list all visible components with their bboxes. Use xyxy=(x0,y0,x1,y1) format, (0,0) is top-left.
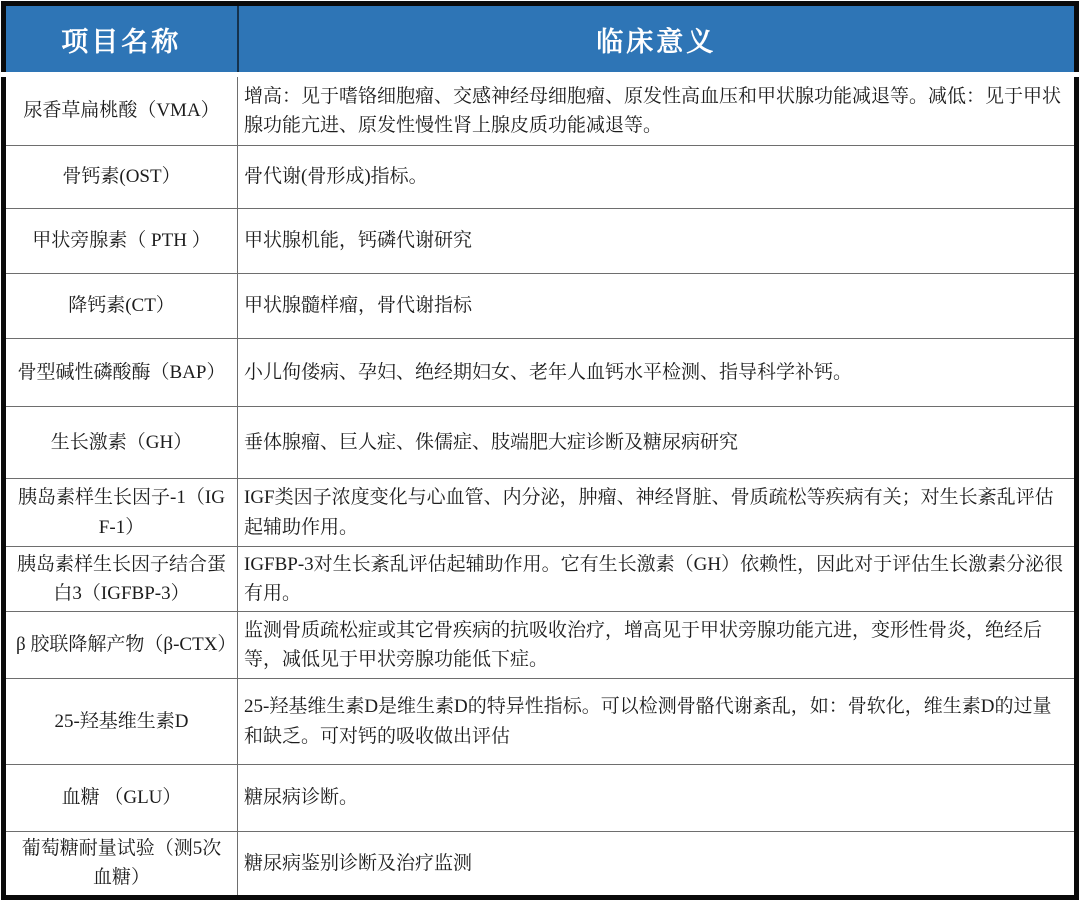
table-row xyxy=(4,339,1077,407)
table-row xyxy=(4,612,1077,679)
clinical-significance-cell: 糖尿病诊断。 xyxy=(238,765,1077,832)
column-header-test-name: 项目名称 xyxy=(4,4,238,75)
table-row xyxy=(4,679,1077,765)
table-header xyxy=(4,4,1077,75)
table-row xyxy=(4,407,1077,479)
test-name-cell: 胰岛素样生长因子-1（IGF-1） xyxy=(4,479,238,547)
test-name-cell: 甲状旁腺素（ PTH ） xyxy=(4,209,238,274)
clinical-significance-cell: 垂体腺瘤、巨人症、侏儒症、肢端肥大症诊断及糖尿病研究 xyxy=(238,407,1077,479)
column-header-clinical-significance: 临床意义 xyxy=(238,4,1077,75)
clinical-significance-cell: 甲状腺髓样瘤，骨代谢指标 xyxy=(238,274,1077,339)
test-name-cell: 尿香草扁桃酸（VMA） xyxy=(4,75,238,146)
table-row xyxy=(4,765,1077,832)
test-name-cell: 生长激素（GH） xyxy=(4,407,238,479)
table-row xyxy=(4,479,1077,547)
table-row xyxy=(4,274,1077,339)
test-name-cell: 葡萄糖耐量试验（测5次血糖） xyxy=(4,832,238,898)
lab-test-reference-table xyxy=(1,1,1079,900)
clinical-significance-cell: 25-羟基维生素D是维生素D的特异性指标。可以检测骨骼代谢紊乱，如：骨软化，维生素D的过量和缺乏。可对钙的吸收做出评估 xyxy=(238,679,1077,765)
table-row xyxy=(4,832,1077,898)
test-name-cell: 骨型碱性磷酸酶（BAP） xyxy=(4,339,238,407)
clinical-significance-cell: 监测骨质疏松症或其它骨疾病的抗吸收治疗，增高见于甲状旁腺功能亢进，变形性骨炎，绝经后等，减低见于甲状旁腺功能低下症。 xyxy=(238,612,1077,679)
test-name-cell: 降钙素(CT） xyxy=(4,274,238,339)
header-row xyxy=(4,4,1077,75)
clinical-significance-cell: IGF类因子浓度变化与心血管、内分泌，肿瘤、神经肾脏、骨质疏松等疾病有关；对生长紊乱评估起辅助作用。 xyxy=(238,479,1077,547)
clinical-significance-cell: 骨代谢(骨形成)指标。 xyxy=(238,146,1077,209)
clinical-significance-cell: 糖尿病鉴别诊断及治疗监测 xyxy=(238,832,1077,898)
clinical-significance-cell: 增高：见于嗜铬细胞瘤、交感神经母细胞瘤、原发性高血压和甲状腺功能减退等。减低：见于甲状腺功能亢进、原发性慢性肾上腺皮质功能减退等。 xyxy=(238,75,1077,146)
clinical-significance-cell: 小儿佝偻病、孕妇、绝经期妇女、老年人血钙水平检测、指导科学补钙。 xyxy=(238,339,1077,407)
test-name-cell: 25-羟基维生素D xyxy=(4,679,238,765)
table-row xyxy=(4,209,1077,274)
test-name-cell: 血糖 （GLU） xyxy=(4,765,238,832)
test-name-cell: β 胶联降解产物（β-CTX） xyxy=(4,612,238,679)
test-name-cell: 胰岛素样生长因子结合蛋白3（IGFBP-3） xyxy=(4,547,238,612)
table-row xyxy=(4,146,1077,209)
table-body xyxy=(4,75,1077,898)
test-name-cell: 骨钙素(OST） xyxy=(4,146,238,209)
table-row xyxy=(4,75,1077,146)
clinical-significance-cell: IGFBP-3对生长紊乱评估起辅助作用。它有生长激素（GH）依赖性，因此对于评估生长激素分泌很有用。 xyxy=(238,547,1077,612)
table-row xyxy=(4,547,1077,612)
clinical-significance-cell: 甲状腺机能，钙磷代谢研究 xyxy=(238,209,1077,274)
